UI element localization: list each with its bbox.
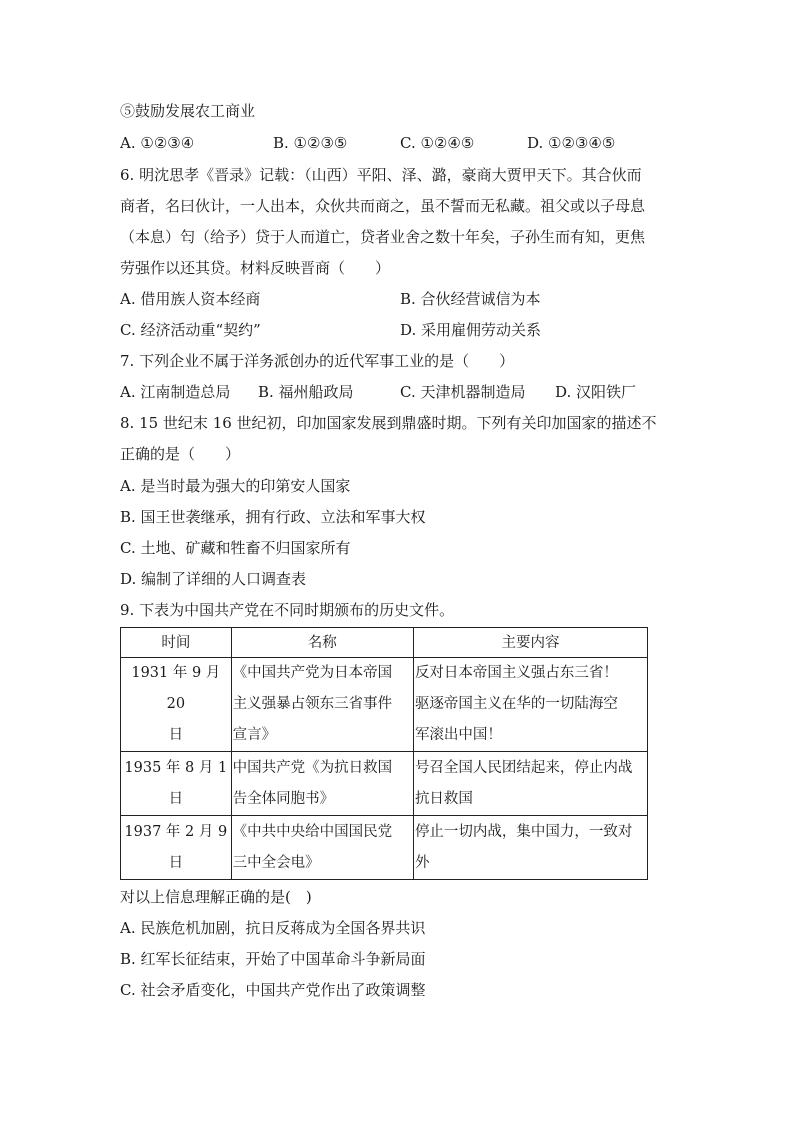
q7-option-d: D. 汉阳铁厂 <box>555 383 637 401</box>
q5-option-d: D. ①②③④⑤ <box>527 134 616 152</box>
q8-line-2: 正确的是（ ） <box>120 445 241 463</box>
row3-name-line-2: 三中全会电》 <box>232 854 320 871</box>
header-content: 主要内容 <box>413 628 647 658</box>
q5-option-b: B. ①②③⑤ <box>273 134 348 152</box>
row1-content-line-2: 驱逐帝国主义在华的一切陆海空 <box>414 696 618 712</box>
table-row <box>121 752 648 816</box>
q7-option-c: C. 天津机器制造局 <box>400 383 526 401</box>
q5-option-a: A. ①②③④ <box>120 134 195 152</box>
row1-name-line-1: 《中国共产党为日本帝国 <box>232 665 393 681</box>
row1-name-line-2: 主义强暴占领东三省事件 <box>232 696 393 712</box>
row1-content-line-1: 反对日本帝国主义强占东三省！ <box>414 665 618 681</box>
q8-line-1: 8. 15 世纪末 16 世纪初，印加国家发展到鼎盛时期。下列有关印加国家的描述不 <box>120 414 657 432</box>
q6-option-d: D. 采用雇佣劳动关系 <box>400 321 542 339</box>
row1-time-line-2: 日 <box>168 727 184 743</box>
row3-time-line-1: 1937 年 2 月 9 日 <box>124 823 228 871</box>
row1-time-line-1: 1931 年 9 月 20 <box>131 665 221 712</box>
q6-line-2: 商者，名曰伙计，一人出本，众伙共而商之，虽不誓而无私藏。祖父或以子母息 <box>120 197 646 215</box>
row3-name <box>231 816 413 880</box>
row3-content-line-2: 外 <box>414 854 430 871</box>
q7-option-b: B. 福州船政局 <box>258 383 354 401</box>
row2-content <box>413 752 647 816</box>
row2-content-line-1: 号召全国人民团结起来，停止内战 <box>414 759 633 776</box>
q6-line-1: 6. 明沈思孝《晋录》记载：（山西）平阳、泽、潞，豪商大贾甲天下。其合伙而 <box>120 166 642 184</box>
q8-option-a: A. 是当时最为强大的印第安人国家 <box>120 477 351 495</box>
table-row <box>121 816 648 880</box>
q6-line-3: （本息）匄（给予）贷于人而道亡，贷者业舍之数十年矣，子孙生而有知，更焦 <box>120 228 646 246</box>
history-documents-table <box>120 627 648 880</box>
q6-line-4: 劳强作以还其贷。材料反映晋商（ ） <box>120 259 391 277</box>
row2-time-line-1: 1935 年 8 月 1 日 <box>124 759 228 807</box>
q6-option-b: B. 合伙经营诚信为本 <box>400 290 541 308</box>
table-row <box>121 658 648 752</box>
header-time: 时间 <box>121 628 232 658</box>
q5-option-c: C. ①②④⑤ <box>400 134 475 152</box>
q6-option-c: C. 经济活动重“契约” <box>120 321 261 339</box>
row1-name <box>231 658 413 752</box>
row2-time <box>121 752 232 816</box>
row1-time <box>121 658 232 752</box>
q7-stem: 7. 下列企业不属于洋务派创办的近代军事工业的是（ ） <box>120 352 515 370</box>
q9-stem: 9. 下表为中国共产党在不同时期颁布的历史文件。 <box>120 601 455 619</box>
row3-content-line-1: 停止一切内战，集中国力，一致对 <box>414 823 633 840</box>
q7-option-a: A. 江南制造总局 <box>120 383 231 401</box>
q8-option-d: D. 编制了详细的人口调查表 <box>120 570 307 588</box>
q9-option-c: C. 社会矛盾变化，中国共产党作出了政策调整 <box>120 981 426 999</box>
q9-question: 对以上信息理解正确的是( ) <box>120 888 312 906</box>
q8-option-b: B. 国王世袭继承，拥有行政、立法和军事大权 <box>120 508 426 526</box>
table-header-row <box>121 628 648 658</box>
row3-content <box>413 816 647 880</box>
row2-name <box>231 752 413 816</box>
q6-option-a: A. 借用族人资本经商 <box>120 290 261 308</box>
q5-item5: ⑤鼓励发展农工商业 <box>120 102 256 120</box>
row1-name-line-3: 宣言》 <box>232 727 277 743</box>
header-name: 名称 <box>231 628 413 658</box>
row3-time <box>121 816 232 880</box>
q8-option-c: C. 土地、矿藏和牲畜不归国家所有 <box>120 539 351 557</box>
row2-content-line-2: 抗日救国 <box>414 790 473 807</box>
row2-name-line-1: 中国共产党《为抗日救国 <box>232 759 393 776</box>
row3-name-line-1: 《中共中央给中国国民党 <box>232 823 393 840</box>
q9-option-b: B. 红军长征结束，开始了中国革命斗争新局面 <box>120 950 426 968</box>
row1-content-line-3: 军滚出中国！ <box>414 727 502 743</box>
q9-option-a: A. 民族危机加剧，抗日反蒋成为全国各界共识 <box>120 919 426 937</box>
row2-name-line-2: 告全体同胞书》 <box>232 790 335 807</box>
row1-content <box>413 658 647 752</box>
